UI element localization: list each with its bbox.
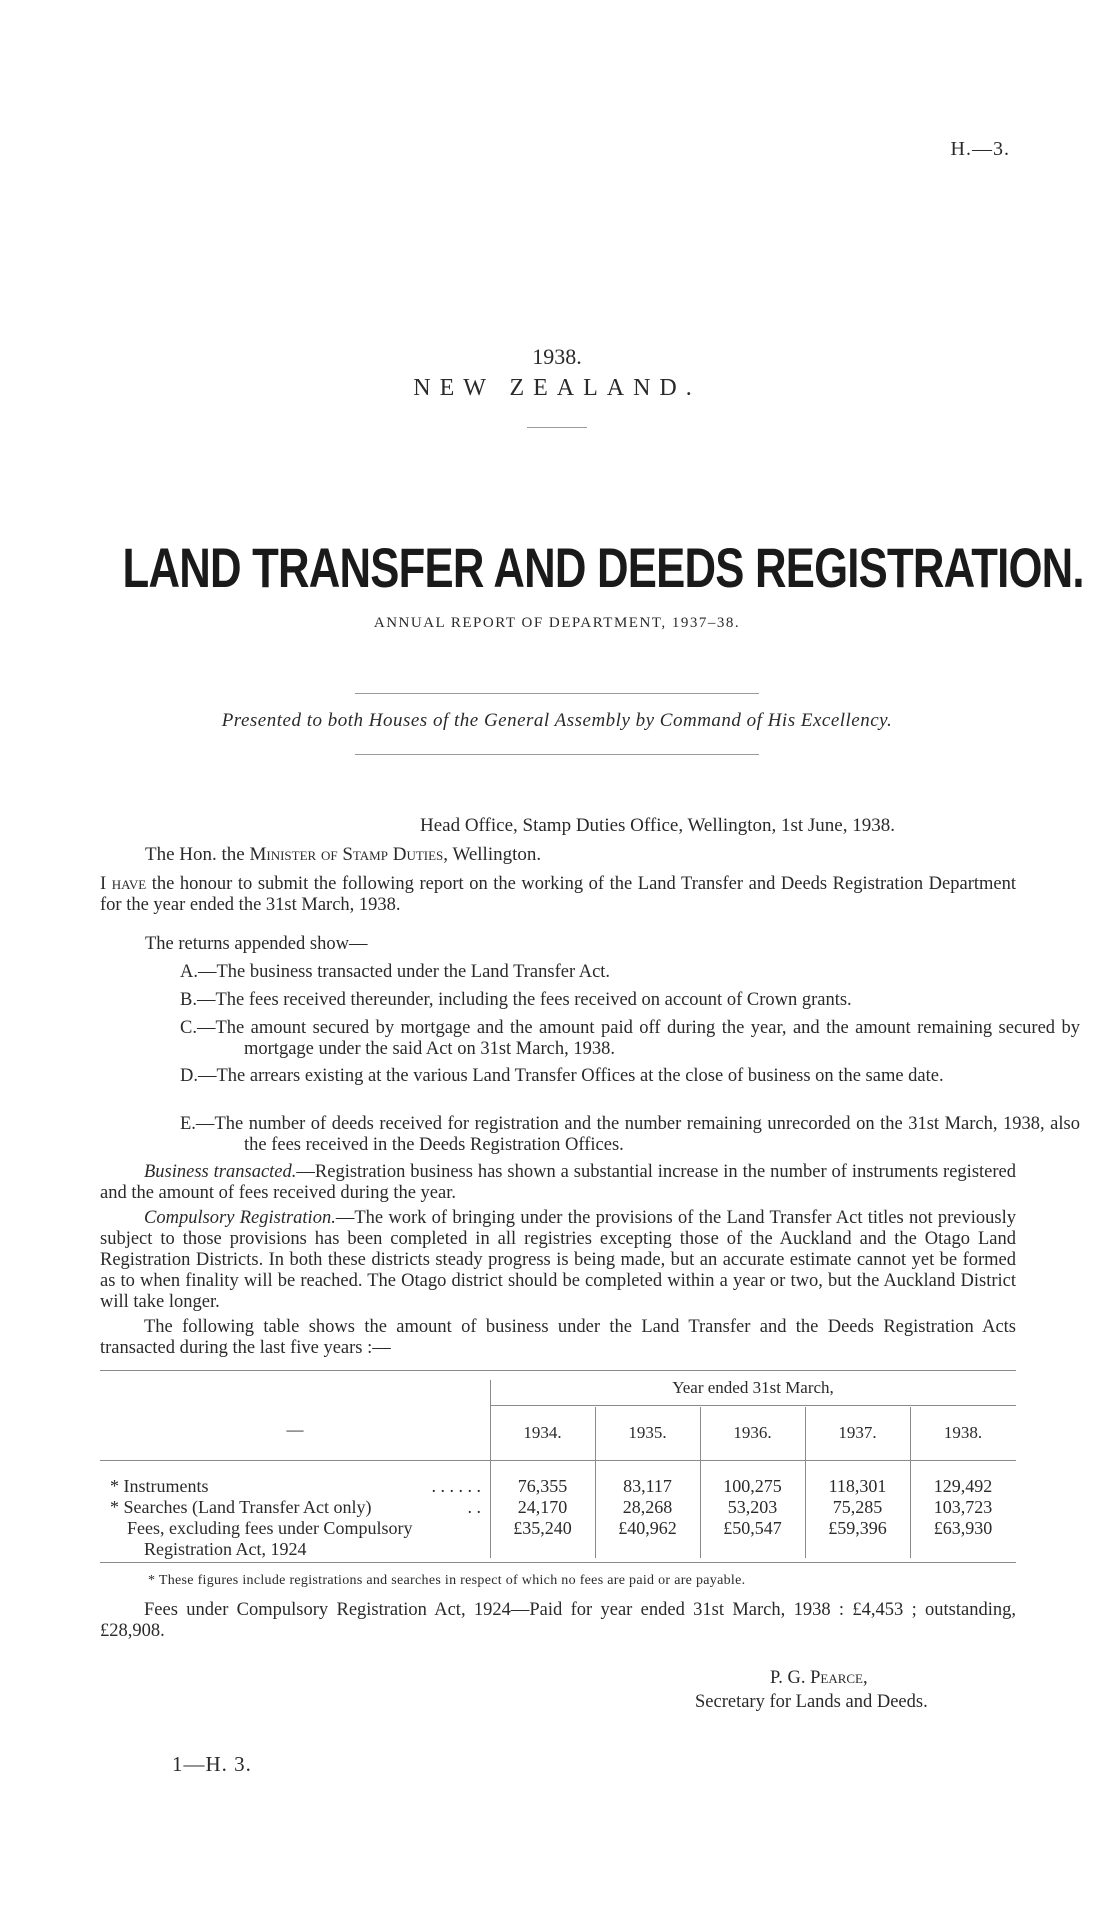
table-cell: 129,492 — [933, 1476, 993, 1496]
signature-name: P. G. Pearce, — [770, 1668, 868, 1688]
business-heading: Business transacted. — [144, 1162, 297, 1182]
addressee-suffix: , Wellington. — [443, 844, 542, 865]
table-cell: 103,723 — [933, 1497, 993, 1517]
table-cell: £35,240 — [513, 1518, 572, 1538]
table-cell: 53,203 — [727, 1497, 778, 1517]
report-year: 1938. — [532, 344, 582, 369]
table-row-label: * Searches (Land Transfer Act only) . . — [110, 1497, 481, 1517]
compulsory-paragraph — [100, 1208, 1016, 1313]
stub-header: — — [286, 1420, 304, 1439]
return-item-e: E.—The number of deeds received for registration and the number remaining unrecorded on the 31st March, 1938, also the fees received in the Deeds Registration Offices. — [180, 1114, 1080, 1155]
year-group-header: Year ended 31st March, — [672, 1378, 834, 1397]
business-paragraph — [100, 1162, 1016, 1204]
opening-text: the honour to submit the following report on the working of the Land Transfer and Deeds Registration Department for the year ended the 31st March, 1938. — [100, 874, 1017, 915]
table-intro: The following table shows the amount of business under the Land Transfer and the Deeds Registration Acts transacted during the last five years :— — [100, 1317, 1016, 1358]
table-row-label-cont: Registration Act, 1924 — [144, 1539, 307, 1559]
table-top-rule — [100, 1370, 1016, 1371]
table-row-label: Fees, excluding fees under Compulsory — [127, 1518, 413, 1538]
returns-intro: The returns appended show— — [145, 934, 368, 954]
print-reference: 1—H. 3. — [172, 1752, 252, 1776]
return-item-b: B.—The fees received thereunder, including the fees received on account of Crown grants. — [180, 990, 852, 1010]
presented-line: Presented to both Houses of the General Assembly by Command of His Excellency. — [221, 710, 893, 731]
year-header-1934: 1934. — [523, 1423, 562, 1442]
header-bottom-rule — [100, 1460, 1016, 1461]
table-cell: £50,547 — [723, 1518, 782, 1538]
year-header-1936: 1936. — [733, 1423, 772, 1442]
return-item-c: C.—The amount secured by mortgage and the amount paid off during the year, and the amount remaining secured by mortgage under the said Act on 31st March, 1938. — [180, 1018, 1080, 1059]
report-subtitle: ANNUAL REPORT OF DEPARTMENT, 1937–38. — [373, 615, 741, 631]
addressee-line — [145, 844, 541, 866]
table-cell: 75,285 — [832, 1497, 883, 1517]
signature-title: Secretary for Lands and Deeds. — [695, 1692, 928, 1712]
head-office-line: Head Office, Stamp Duties Office, Wellington, 1st June, 1938. — [420, 815, 895, 836]
business-text: —Registration business has shown a substantial increase in the number of instruments registered and the amount of fees received during the year. — [100, 1162, 1016, 1203]
table-cell: 76,355 — [517, 1476, 568, 1496]
year-header-1935: 1935. — [628, 1423, 667, 1442]
table-cell: 28,268 — [622, 1497, 673, 1517]
table-bottom-rule — [100, 1562, 1016, 1563]
year-header-1937: 1937. — [838, 1423, 877, 1442]
table-cell: £63,930 — [933, 1518, 993, 1538]
page-reference: H.—3. — [950, 138, 1010, 160]
return-item-a: A.—The business transacted under the Land Transfer Act. — [180, 962, 611, 982]
table-cell: 83,117 — [623, 1476, 672, 1496]
fees-note: Fees under Compulsory Registration Act, 1924—Paid for year ended 31st March, 1938 : £4,453 ; outstanding, £28,908. — [100, 1600, 1016, 1641]
table-cell: 100,275 — [723, 1476, 782, 1496]
divider — [355, 754, 759, 755]
table-cell: £40,962 — [618, 1518, 677, 1538]
table-footnote: * These figures include registrations and searches in respect of which no fees are paid or are payable. — [148, 1573, 746, 1588]
table-row-label: * Instruments . . . . . . — [110, 1476, 481, 1496]
opening-caps: I have — [100, 874, 147, 894]
addressee-prefix: The Hon. the — [145, 844, 245, 865]
table-cell: 118,301 — [828, 1476, 887, 1496]
year-header-1938: 1938. — [943, 1423, 983, 1442]
return-item-d: D.—The arrears existing at the various Land Transfer Offices at the close of business on the same date. — [180, 1066, 944, 1086]
compulsory-text: —The work of bringing under the provisions of the Land Transfer Act titles not previously subject to those provisions has been completed in all registries excepting those of the Auckland and the Otago Land Registration Districts. In both these districts steady progress is being made, but an accurate estimate cannot yet be formed as to when finality will be reached. The Otago district should be completed within a year or two, but the Auckland District will take longer. — [100, 1208, 1016, 1312]
addressee-title: Minister of Stamp Duties — [249, 844, 444, 865]
table-cell: £59,396 — [828, 1518, 887, 1538]
table-cell: 24,170 — [517, 1497, 568, 1517]
year-group-rule — [490, 1405, 1016, 1406]
report-title: LAND TRANSFER AND DEEDS REGISTRATION. — [122, 536, 1084, 599]
divider — [527, 427, 587, 428]
divider — [355, 693, 759, 694]
opening-paragraph — [100, 874, 1016, 916]
compulsory-heading: Compulsory Registration. — [144, 1208, 336, 1228]
country-heading: NEW ZEALAND. — [413, 375, 701, 401]
